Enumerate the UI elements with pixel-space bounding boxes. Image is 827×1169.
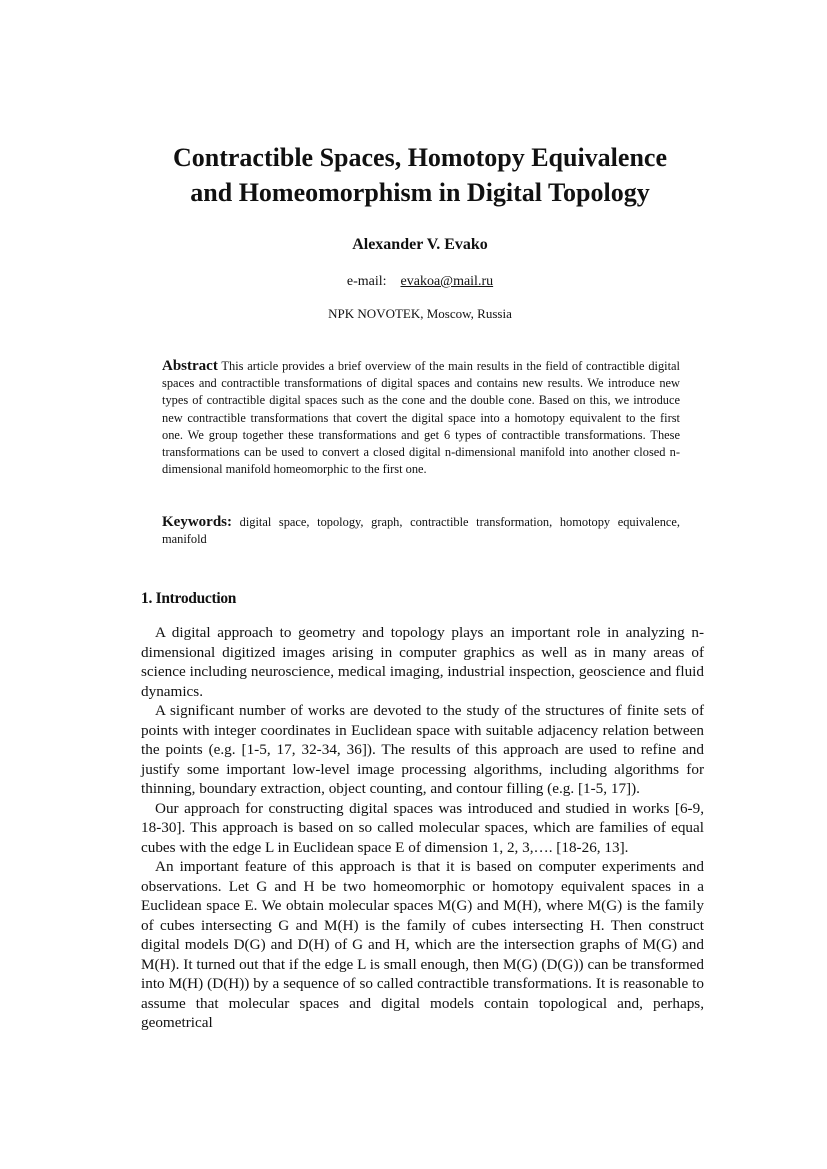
paper-title: [100, 140, 740, 210]
paragraph: Our approach for constructing digital spaces was introduced and studied in works [6-9, 18-30]. This approach is based on so called molecular spaces, which are families of equal cubes with the edge L in Euclidean space E of dimension 1, 2, 3,…. [18-26, 13].: [141, 799, 704, 856]
title-line-2: and Homeomorphism in Digital Topology: [190, 178, 650, 207]
section-heading-introduction: 1. Introduction: [141, 590, 237, 607]
keywords: [162, 514, 680, 548]
author-name: Alexander V. Evako: [352, 236, 488, 253]
abstract-label: Abstract: [162, 358, 218, 374]
title-line-1: Contractible Spaces, Homotopy Equivalence: [173, 143, 667, 172]
paragraph: A significant number of works are devoted to the study of the structures of finite sets of points with integer coordinates in Euclidean space with suitable adjacency relation between the points (e.g. [1-5, 17, 32-34, 36]). The results of this approach are used to refine and justify some important low-level image processing algorithms, including algorithms for thinning, boundary extraction, object counting, and contour filling (e.g. [1-5, 17]).: [141, 702, 704, 797]
paragraph: A digital approach to geometry and topology plays an important role in analyzing n- dimensional digitized images arising in computer graphics as well as in many areas of science including neuroscience, medical imaging, industrial inspection, geoscience and fluid dynamics.: [141, 624, 704, 700]
email-link[interactable]: evakoa@mail.ru: [400, 274, 494, 289]
author-email: [0, 274, 827, 290]
author-affiliation: NPK NOVOTEK, Moscow, Russia: [328, 306, 512, 321]
paragraph: An important feature of this approach is that it is based on computer experiments and observations. Let G and H be two homeomorphic or homotopy equivalent spaces in a Euclidean space E. We obtain molecular spaces M(G) and M(H), where M(G) is the family of cubes intersecting G and M(H) is the family of cubes intersecting H. Then construct digital models D(G) and D(H) of G and H, which are the intersection graphs of M(G) and M(H). It turned out that if the edge L is small enough, then M(G) (D(G)) can be transformed into M(H) (D(H)) by a sequence of so called contractible transformations. It is reasonable to assume that molecular spaces and digital models contain topological and, perhaps, geometrical: [141, 858, 704, 1031]
introduction-body: [141, 623, 704, 1033]
email-label: e-mail:: [346, 274, 387, 289]
abstract: [162, 358, 680, 478]
keywords-label: Keywords:: [162, 514, 232, 530]
abstract-text: This article provides a brief overview of the main results in the field of contractible digital spaces and contractible transformations of digital spaces and contains new results. We introduce new types of contractible digital spaces such as the cone and the double cone. Based on this, we introduce new contractible transformations that covert the digital space into a homotopy equivalent to the first one. We group together these transformations and get 6 types of contractible transformations. These transformations can be used to convert a closed digital n-dimensional manifold into another closed n-dimensional manifold homeomorphic to the first one.: [162, 359, 680, 477]
keywords-text: digital space, topology, graph, contractible transformation, homotopy equivalence, manifold: [162, 515, 680, 547]
